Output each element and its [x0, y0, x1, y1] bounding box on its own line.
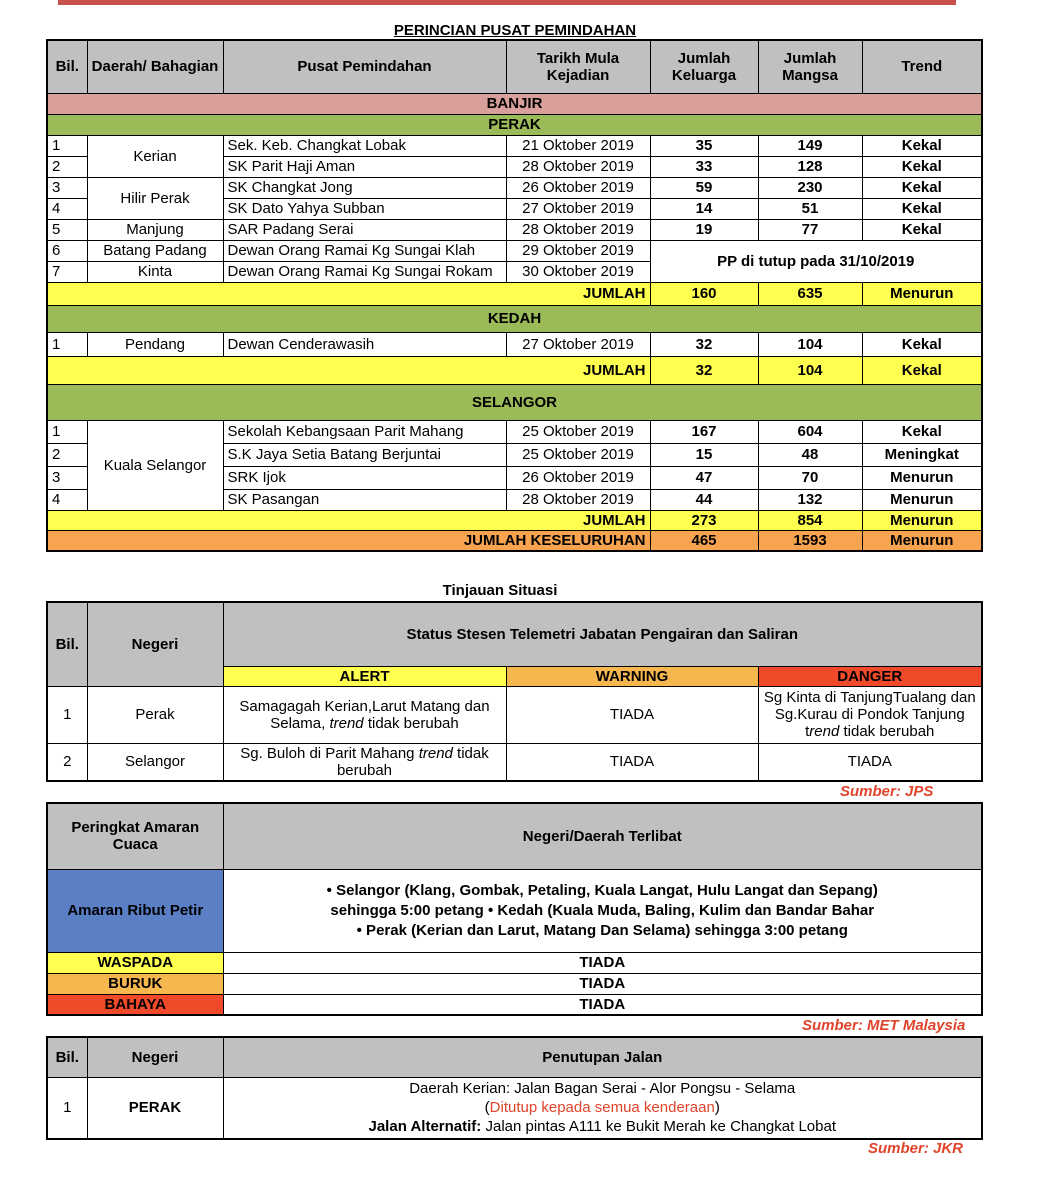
jumlah-trend: Menurun [862, 510, 982, 530]
jumlah-label: JUMLAH [47, 356, 650, 384]
weather-header-row [47, 803, 982, 869]
header-pusat: Pusat Pemindahan [223, 40, 506, 93]
cell-pusat: SRK Ijok [223, 466, 506, 489]
cell-keluarga: 167 [650, 420, 758, 443]
cell-daerah: Kerian [87, 135, 223, 177]
jumlah-mangsa: 104 [758, 356, 862, 384]
header-tarikh: Tarikh Mula Kejadian [506, 40, 650, 93]
cell-trend: Kekal [862, 198, 982, 219]
banjir-row [47, 93, 982, 114]
cell-bil: 1 [47, 135, 87, 156]
cell-pusat: SK Pasangan [223, 489, 506, 510]
ribut-line-3: • Perak (Kerian dan Larut, Matang Dan Selama) sehingga 3:00 petang [356, 921, 848, 939]
cell-mangsa: 604 [758, 420, 862, 443]
jumlah-mangsa: 854 [758, 510, 862, 530]
header-negeri: Negeri [87, 602, 223, 686]
state-row-perak [47, 114, 982, 135]
jumlah-keluarga: 160 [650, 282, 758, 305]
table-row [47, 240, 982, 261]
level-bahaya: BAHAYA [47, 994, 223, 1015]
telemetry-status-table [46, 601, 983, 782]
cell-danger [758, 686, 982, 743]
road-closure-table [46, 1036, 983, 1140]
cell-daerah: Hilir Perak [87, 177, 223, 219]
closed-note: PP di tutup pada 31/10/2019 [650, 240, 982, 282]
jumlah-keluarga: 32 [650, 356, 758, 384]
jumlah-keluarga: 273 [650, 510, 758, 530]
cell-trend: Menurun [862, 466, 982, 489]
cell-bil: 1 [47, 686, 87, 743]
buruk-value: TIADA [223, 973, 982, 994]
table-row [47, 332, 982, 356]
header-bil: Bil. [47, 40, 87, 93]
banjir-label: BANJIR [47, 93, 982, 114]
cell-negeri: PERAK [87, 1077, 223, 1139]
cell-bil: 1 [47, 332, 87, 356]
grand-total-row [47, 530, 982, 551]
closure-status-text: Ditutup kepada semua kenderaan [489, 1099, 715, 1117]
ribut-line-2: sehingga 5:00 petang • Kedah (Kuala Muda, Baling, Kulim dan Bandar Bahar [330, 901, 875, 919]
cell-pusat: Dewan Orang Ramai Kg Sungai Klah [223, 240, 506, 261]
jumlah-trend: Menurun [862, 282, 982, 305]
cell-daerah: Batang Padang [87, 240, 223, 261]
alert-text-end: tidak berubah [363, 714, 459, 732]
waspada-row [47, 952, 982, 973]
header-keluarga: Jumlah Keluarga [650, 40, 758, 93]
grand-total-label: JUMLAH KESELURUHAN [47, 530, 650, 551]
header-negeri: Negeri [87, 1037, 223, 1077]
header-negeri-daerah: Negeri/Daerah Terlibat [223, 803, 982, 869]
jumlah-row-selangor [47, 510, 982, 530]
cell-warning: TIADA [506, 686, 758, 743]
cell-pusat: Dewan Cenderawasih [223, 332, 506, 356]
evacuation-centre-table [46, 39, 983, 552]
table-row [47, 420, 982, 443]
table-row [47, 135, 982, 156]
jumlah-row-kedah [47, 356, 982, 384]
road-header-row [47, 1037, 982, 1077]
cell-bil: 1 [47, 420, 87, 443]
bahaya-row [47, 994, 982, 1015]
cell-bil: 1 [47, 1077, 87, 1139]
cell-mangsa: 70 [758, 466, 862, 489]
cell-tarikh: 25 Oktober 2019 [506, 443, 650, 466]
state-label-selangor: SELANGOR [47, 384, 982, 420]
grand-total-keluarga: 465 [650, 530, 758, 551]
ribut-petir-row [47, 869, 982, 952]
source-jps: Sumber: JPS [840, 783, 934, 800]
cell-mangsa: 128 [758, 156, 862, 177]
cell-trend: Kekal [862, 420, 982, 443]
state-label-kedah: KEDAH [47, 305, 982, 332]
table-row [47, 177, 982, 198]
alert-trend-word: trend [418, 744, 453, 762]
cell-trend: Kekal [862, 135, 982, 156]
header-daerah: Daerah/ Bahagian [87, 40, 223, 93]
ribut-petir-areas [223, 869, 982, 952]
table-row [47, 219, 982, 240]
alert-trend-word: trend [329, 714, 364, 732]
cell-trend: Kekal [862, 177, 982, 198]
waspada-value: TIADA [223, 952, 982, 973]
cell-mangsa: 149 [758, 135, 862, 156]
table-header-row [47, 40, 982, 93]
source-met: Sumber: MET Malaysia [802, 1017, 966, 1034]
cell-daerah: Manjung [87, 219, 223, 240]
cell-pusat: SAR Padang Serai [223, 219, 506, 240]
cell-bil: 7 [47, 261, 87, 282]
alert-text: Sg. Buloh di Parit Mahang [240, 744, 419, 762]
cell-pusat: S.K Jaya Setia Batang Berjuntai [223, 443, 506, 466]
jumlah-label: JUMLAH [47, 510, 650, 530]
tinjauan-title: Tinjauan Situasi [442, 582, 558, 599]
cell-tarikh: 28 Oktober 2019 [506, 156, 650, 177]
cell-tarikh: 21 Oktober 2019 [506, 135, 650, 156]
cell-keluarga: 59 [650, 177, 758, 198]
cell-bil: 2 [47, 443, 87, 466]
header-mangsa: Jumlah Mangsa [758, 40, 862, 93]
cell-tarikh: 29 Oktober 2019 [506, 240, 650, 261]
paren-open: ( [484, 1099, 490, 1117]
alert-text-end: tidak berubah [336, 744, 489, 779]
danger-text: Sg Kinta di TanjungTualang dan Sg.Kurau di Pondok Tanjung t [763, 689, 976, 740]
cell-keluarga: 44 [650, 489, 758, 510]
cell-bil: 5 [47, 219, 87, 240]
cell-keluarga: 15 [650, 443, 758, 466]
cell-bil: 3 [47, 177, 87, 198]
cell-mangsa: 230 [758, 177, 862, 198]
alternative-label: Jalan Alternatif: [368, 1118, 482, 1136]
header-penutupan: Penutupan Jalan [223, 1037, 982, 1077]
cell-keluarga: 32 [650, 332, 758, 356]
source-jkr: Sumber: JKR [868, 1140, 964, 1157]
cell-trend: Kekal [862, 219, 982, 240]
cell-tarikh: 30 Oktober 2019 [506, 261, 650, 282]
cell-daerah: Pendang [87, 332, 223, 356]
cell-keluarga: 33 [650, 156, 758, 177]
cell-alert [223, 686, 506, 743]
jumlah-label: JUMLAH [47, 282, 650, 305]
table-row [47, 743, 982, 781]
alert-text: Samagagah Kerian,Larut Matang dan Selama, [239, 697, 490, 732]
level-alert: ALERT [223, 666, 506, 686]
cell-pusat: Sek. Keb. Changkat Lobak [223, 135, 506, 156]
cell-bil: 4 [47, 198, 87, 219]
cell-warning: TIADA [506, 743, 758, 781]
cell-bil: 2 [47, 743, 87, 781]
grand-total-trend: Menurun [862, 530, 982, 551]
cell-mangsa: 132 [758, 489, 862, 510]
alternative-route [228, 1117, 978, 1136]
state-row-selangor [47, 384, 982, 420]
closure-status [228, 1098, 978, 1117]
cell-bil: 2 [47, 156, 87, 177]
cell-pusat: Sekolah Kebangsaan Parit Mahang [223, 420, 506, 443]
cell-keluarga: 19 [650, 219, 758, 240]
cell-tarikh: 26 Oktober 2019 [506, 466, 650, 489]
danger-text-end: tidak berubah [839, 723, 935, 740]
cell-pusat: SK Parit Haji Aman [223, 156, 506, 177]
cell-bil: 4 [47, 489, 87, 510]
cell-trend: Kekal [862, 332, 982, 356]
cell-pusat: Dewan Orang Ramai Kg Sungai Rokam [223, 261, 506, 282]
table-row [47, 1077, 982, 1139]
cell-alert [223, 743, 506, 781]
jumlah-row-perak [47, 282, 982, 305]
weather-warning-table [46, 802, 983, 1016]
cell-tarikh: 28 Oktober 2019 [506, 219, 650, 240]
danger-trend-word: rend [809, 723, 840, 740]
cell-mangsa: 104 [758, 332, 862, 356]
cell-keluarga: 47 [650, 466, 758, 489]
cell-mangsa: 77 [758, 219, 862, 240]
state-row-kedah [47, 305, 982, 332]
cell-trend: Menurun [862, 489, 982, 510]
cell-danger: TIADA [758, 743, 982, 781]
top-accent-bar [58, 0, 956, 5]
cell-bil: 3 [47, 466, 87, 489]
level-waspada: WASPADA [47, 952, 223, 973]
bahaya-value: TIADA [223, 994, 982, 1015]
paren-close: ) [714, 1099, 720, 1117]
cell-tarikh: 27 Oktober 2019 [506, 198, 650, 219]
jumlah-mangsa: 635 [758, 282, 862, 305]
cell-pusat: SK Changkat Jong [223, 177, 506, 198]
cell-mangsa: 51 [758, 198, 862, 219]
header-status: Status Stesen Telemetri Jabatan Pengairan dan Saliran [223, 602, 982, 666]
closure-road: Daerah Kerian: Jalan Bagan Serai - Alor Pongsu - Selama [409, 1080, 796, 1098]
cell-daerah: Kuala Selangor [87, 420, 223, 510]
ribut-line-1: • Selangor (Klang, Gombak, Petaling, Kuala Langat, Hulu Langat dan Sepang) [326, 881, 878, 899]
header-peringkat: Peringkat Amaran Cuaca [47, 803, 223, 869]
cell-tarikh: 25 Oktober 2019 [506, 420, 650, 443]
cell-pusat: SK Dato Yahya Subban [223, 198, 506, 219]
telemetry-header-row [47, 602, 982, 666]
cell-daerah: Kinta [87, 261, 223, 282]
state-label-perak: PERAK [47, 114, 982, 135]
cell-mangsa: 48 [758, 443, 862, 466]
level-danger: DANGER [758, 666, 982, 686]
page-title: PERINCIAN PUSAT PEMINDAHAN [393, 22, 637, 39]
road-closure-details [223, 1077, 982, 1139]
cell-tarikh: 28 Oktober 2019 [506, 489, 650, 510]
cell-keluarga: 35 [650, 135, 758, 156]
cell-trend: Meningkat [862, 443, 982, 466]
ribut-petir-label: Amaran Ribut Petir [47, 869, 223, 952]
level-buruk: BURUK [47, 973, 223, 994]
cell-negeri: Perak [87, 686, 223, 743]
cell-tarikh: 27 Oktober 2019 [506, 332, 650, 356]
buruk-row [47, 973, 982, 994]
jumlah-trend: Kekal [862, 356, 982, 384]
grand-total-mangsa: 1593 [758, 530, 862, 551]
alternative-text: Jalan pintas A111 ke Bukit Merah ke Changkat Lobat [481, 1118, 836, 1136]
cell-trend: Kekal [862, 156, 982, 177]
header-trend: Trend [862, 40, 982, 93]
header-bil: Bil. [47, 602, 87, 686]
cell-negeri: Selangor [87, 743, 223, 781]
header-bil: Bil. [47, 1037, 87, 1077]
table-row [47, 686, 982, 743]
cell-tarikh: 26 Oktober 2019 [506, 177, 650, 198]
cell-keluarga: 14 [650, 198, 758, 219]
level-warning: WARNING [506, 666, 758, 686]
cell-bil: 6 [47, 240, 87, 261]
